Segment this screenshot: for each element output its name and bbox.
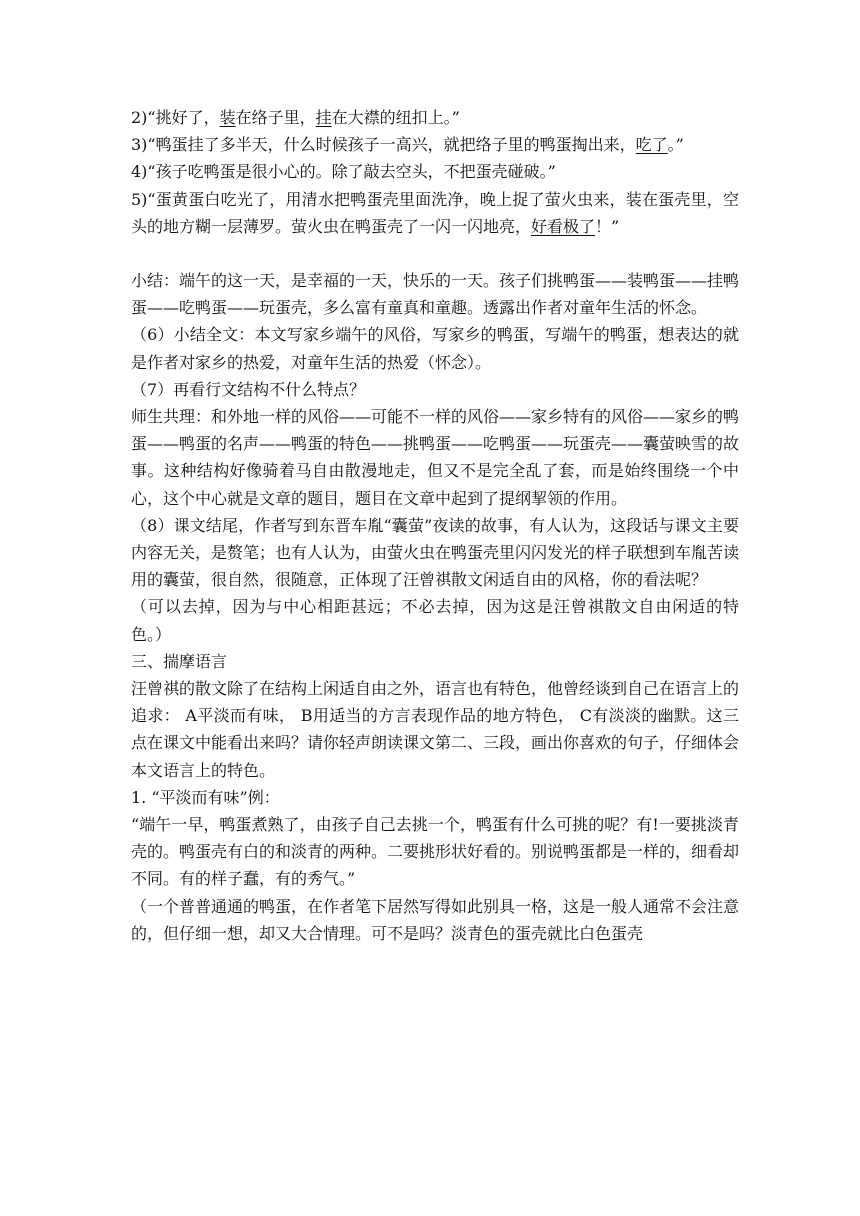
question-7: （7）再看行文结构不什么特点？	[131, 379, 366, 399]
document-page	[131, 104, 739, 947]
quote-5: 5)“蛋黄蛋白吃光了，用清水把鸭蛋壳里面洗净，晚上捉了萤火虫来，装在蛋壳里，空头的地方糊一层薄罗。萤火虫在鸭蛋壳了一闪一闪地亮，好看极了！”	[131, 189, 739, 236]
question-6: （6）小结全文：本文写家乡端午的风俗，写家乡的鸭蛋，写端午的鸭蛋，想表达的就是作者对家乡的热爱，对童年生活的热爱（怀念）。	[131, 325, 739, 372]
question-7-answer: 师生共理：和外地一样的风俗——可能不一样的风俗——家乡特有的风俗——家乡的鸭蛋——鸭蛋的名声——鸭蛋的特色——挑鸭蛋——吃鸭蛋——玩蛋壳——囊萤映雪的故事。这种结构好像骑着马自由散漫地走，但又不是完全乱了套，而是始终围绕一个中心，这个中心就是文章的题目，题目在文章中起到了提纲挈领的作用。	[131, 407, 740, 508]
quote-2: 2)“挑好了，装在络子里，挂在大襟的纽扣上。”	[131, 108, 460, 127]
question-8: （8）课文结尾，作者写到东晋车胤“囊萤”夜读的故事，有人认为，这段话与课文主要内容无关，是赘笔；也有人认为，由萤火虫在鸭蛋壳里闪闪发光的样子联想到车胤苦读用的囊萤，很自然，很随意，正体现了汪曾祺散文闲适自由的风格，你的看法呢？	[131, 515, 740, 590]
question-8-answer: （可以去掉，因为与中心相距甚远；不必去掉，因为这是汪曾祺散文自由闲适的特色。）	[131, 597, 739, 644]
underlined-word: 吃了	[635, 135, 668, 155]
paragraph-gap	[131, 240, 739, 267]
section-3-intro: 汪曾祺的散文除了在结构上闲适自由之外，语言也有特色，他曾经谈到自己在语言上的追求： A平淡而有味， B用适当的方言表现作品的地方特色， C有淡淡的幽默。这三点在课文中能看出来吗？请你轻声朗读课文第二、三段，画出你喜欢的句子，仔细体会本文语言上的特色。	[131, 679, 740, 780]
point-1-example: “端午一早，鸭蛋煮熟了，由孩子自己去挑一个，鸭蛋有什么可挑的呢？有!一要挑淡青壳的。鸭蛋壳有白的和淡青的两种。二要挑形状好看的。别说鸭蛋都是一样的，细看却不同。有的样子蠢，有的秀气。”	[131, 815, 740, 889]
section-3-heading: 三、揣摩语言	[131, 651, 228, 671]
point-1-comment: （一个普普通通的鸭蛋，在作者笔下居然写得如此别具一格，这是一般人通常不会注意的，但仔细一想，却又大合情理。可不是吗？淡青色的蛋壳就比白色蛋壳	[131, 896, 740, 943]
quote-3: 3)“鸭蛋挂了多半天，什么时候孩子一高兴，就把络子里的鸭蛋掏出来，吃了。”	[131, 135, 684, 155]
point-1-heading: 1. “平淡而有味”例：	[131, 787, 280, 807]
underlined-word: 装	[219, 108, 236, 127]
quote-4: 4)“孩子吃鸭蛋是很小心的。除了敲去空头，不把蛋壳碰破。”	[131, 162, 556, 182]
underlined-word: 挂	[315, 108, 332, 127]
summary-paragraph: 小结：端午的这一天，是幸福的一天，快乐的一天。孩子们挑鸭蛋——装鸭蛋——挂鸭蛋——吃鸭蛋——玩蛋壳，多么富有童真和童趣。透露出作者对童年生活的怀念。	[131, 271, 740, 318]
underlined-phrase: 好看极了	[531, 216, 596, 236]
